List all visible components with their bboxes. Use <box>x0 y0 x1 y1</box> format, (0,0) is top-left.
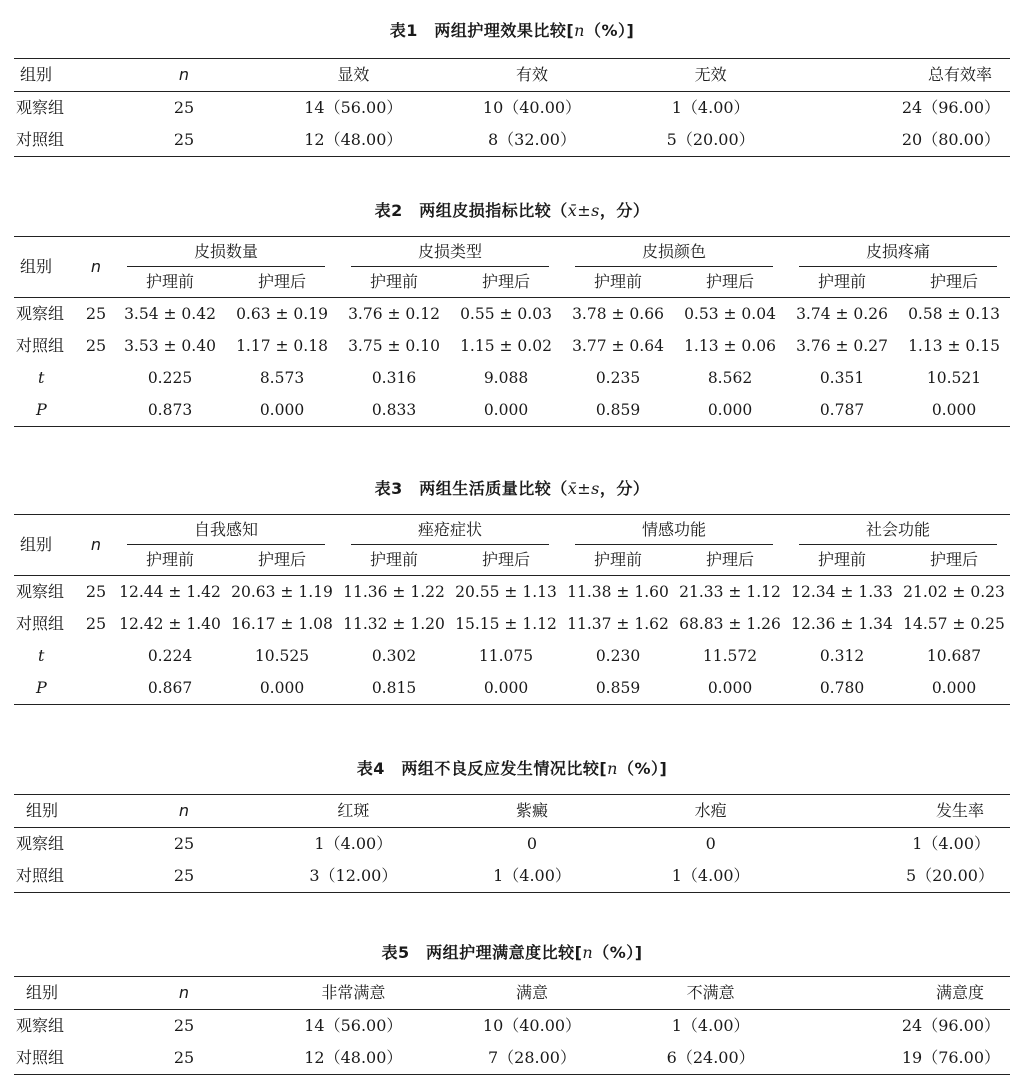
cell: 6（24.00） <box>666 1048 755 1067</box>
cell: 对照组 <box>16 336 65 355</box>
sub-header: 护理前 <box>562 545 674 576</box>
table-row <box>14 860 1010 893</box>
cell: 15.15 ± 1.12 <box>455 615 557 633</box>
header-group: 组别 <box>14 515 78 576</box>
cell: 14.57 ± 0.25 <box>903 615 1005 633</box>
sub-header: 护理前 <box>338 545 450 576</box>
cell: 0.867 <box>147 679 193 697</box>
sub-header: 护理前 <box>338 267 450 298</box>
cell: 8.573 <box>259 369 305 387</box>
cell: 25 <box>173 866 195 885</box>
cell: t <box>38 646 45 665</box>
cell: 3.74 ± 0.26 <box>796 305 888 323</box>
table-5-block <box>14 940 1010 1075</box>
header-n: n <box>104 795 264 828</box>
cell: 14（56.00） <box>304 98 403 117</box>
header-col: 显效 <box>264 59 443 92</box>
table-row <box>14 576 1010 609</box>
cell: 0.000 <box>259 401 305 419</box>
table-5 <box>14 976 1010 1075</box>
table-sub-header-row <box>14 545 1010 576</box>
table-super-header-row <box>14 237 1010 268</box>
cell: 对照组 <box>16 866 65 885</box>
caption-text: 表2 两组皮损指标比较（ <box>374 201 568 220</box>
header-group: 组别 <box>14 237 78 298</box>
caption-text: 表1 两组护理效果比较[ <box>389 21 575 40</box>
sub-header: 护理后 <box>450 267 562 298</box>
cell: 对照组 <box>16 614 65 633</box>
sub-header: 护理后 <box>450 545 562 576</box>
super-header-label: 皮损类型 <box>351 238 548 267</box>
cell: 1.13 ± 0.06 <box>684 337 776 355</box>
cell: 3.75 ± 0.10 <box>348 337 440 355</box>
header-n: n <box>78 515 114 576</box>
cell: 25 <box>85 336 107 355</box>
cell: 11.075 <box>478 647 534 665</box>
table-row <box>14 124 1010 157</box>
cell: 11.37 ± 1.62 <box>567 615 669 633</box>
cell: 0.000 <box>931 401 977 419</box>
cell: 1（4.00） <box>493 866 571 885</box>
table-row-t <box>14 362 1010 394</box>
cell: 20（80.00） <box>901 130 1000 149</box>
caption-suffix: ，分） <box>599 201 650 220</box>
cell: 3.78 ± 0.66 <box>572 305 664 323</box>
cell: 0.58 ± 0.13 <box>908 305 1000 323</box>
cell: 0.815 <box>371 679 417 697</box>
cell: 0.225 <box>147 369 193 387</box>
cell: 25 <box>173 98 195 117</box>
cell: t <box>38 368 45 387</box>
super-header-skin-count <box>114 237 338 268</box>
cell: 12（48.00） <box>304 1048 403 1067</box>
cell: 10（40.00） <box>482 1016 582 1035</box>
table-row <box>14 298 1010 331</box>
super-header-emotional-function <box>562 515 786 546</box>
sub-header: 护理前 <box>786 545 898 576</box>
cell: 1.17 ± 0.18 <box>236 337 328 355</box>
cell: 12.44 ± 1.42 <box>119 583 221 601</box>
cell: 观察组 <box>16 582 65 601</box>
cell: P <box>36 400 47 419</box>
super-header-label: 皮损数量 <box>127 238 324 267</box>
header-col: 不满意 <box>621 977 800 1010</box>
cell: 1（4.00） <box>314 834 393 853</box>
sub-header: 护理后 <box>674 267 786 298</box>
cell: 0 <box>526 834 538 853</box>
sub-header: 护理前 <box>562 267 674 298</box>
cell: 5（20.00） <box>906 866 994 885</box>
cell: 25 <box>173 1016 195 1035</box>
cell: 25 <box>173 1048 195 1067</box>
table-3 <box>14 514 1010 705</box>
cell: 12.34 ± 1.33 <box>791 583 893 601</box>
caption-suffix: （%）] <box>593 943 643 962</box>
super-header-skin-color <box>562 237 786 268</box>
table-sub-header-row <box>14 267 1010 298</box>
cell: 8.562 <box>707 369 753 387</box>
cell: 12（48.00） <box>304 130 403 149</box>
cell: 21.02 ± 0.23 <box>903 583 1005 601</box>
cell: 20.63 ± 1.19 <box>231 583 333 601</box>
cell: 3（12.00） <box>309 866 398 885</box>
table-row-p <box>14 394 1010 427</box>
table-row-t <box>14 640 1010 672</box>
cell: 0.859 <box>595 401 641 419</box>
header-col: 红斑 <box>264 795 443 828</box>
caption-text: 表5 两组护理满意度比较[ <box>381 943 583 962</box>
cell: 0 <box>705 834 716 853</box>
super-header-label: 自我感知 <box>127 516 324 545</box>
cell: 10.521 <box>926 369 982 387</box>
cell: 10（40.00） <box>482 98 582 117</box>
cell: 0.63 ± 0.19 <box>236 305 328 323</box>
caption-suffix: （%）] <box>584 21 635 40</box>
header-group: 组别 <box>14 977 104 1010</box>
cell <box>78 394 114 427</box>
table-4-caption <box>14 756 1010 782</box>
cell: 3.76 ± 0.12 <box>348 305 440 323</box>
cell: 25 <box>173 834 195 853</box>
header-col: 满意度 <box>800 977 1010 1010</box>
sub-header: 护理前 <box>786 267 898 298</box>
cell: 0.787 <box>819 401 865 419</box>
cell: 8（32.00） <box>487 130 576 149</box>
cell <box>78 672 114 705</box>
caption-text: 表4 两组不良反应发生情况比较[ <box>356 759 608 778</box>
cell: 11.36 ± 1.22 <box>343 583 445 601</box>
table-1-block <box>14 18 1010 157</box>
cell: 0.859 <box>595 679 641 697</box>
table-2-caption <box>14 198 1010 224</box>
cell: 3.77 ± 0.64 <box>572 337 664 355</box>
cell: 0.000 <box>483 401 529 419</box>
cell: 0.000 <box>707 679 753 697</box>
cell: 1（4.00） <box>671 866 750 885</box>
header-col: 无效 <box>621 59 800 92</box>
cell: 0.000 <box>483 679 529 697</box>
header-n: n <box>104 977 264 1010</box>
cell: 11.38 ± 1.60 <box>567 583 669 601</box>
cell: 0.873 <box>147 401 193 419</box>
cell: 12.36 ± 1.34 <box>791 615 893 633</box>
sub-header: 护理后 <box>674 545 786 576</box>
header-n: n <box>104 59 264 92</box>
super-header-label: 皮损颜色 <box>575 238 772 267</box>
super-header-self-perception <box>114 515 338 546</box>
sub-header: 护理前 <box>114 267 226 298</box>
cell: 1（4.00） <box>671 1016 750 1035</box>
cell: 25 <box>85 582 107 601</box>
cell: 3.76 ± 0.27 <box>796 337 888 355</box>
cell: 观察组 <box>16 834 65 853</box>
table-header-row <box>14 795 1010 828</box>
header-col: 发生率 <box>800 795 1010 828</box>
cell: 3.53 ± 0.40 <box>124 337 216 355</box>
table-1-caption <box>14 18 1010 44</box>
cell: 0.302 <box>371 647 417 665</box>
super-header-skin-type <box>338 237 562 268</box>
cell: 对照组 <box>16 130 65 149</box>
cell: 1.13 ± 0.15 <box>908 337 1000 355</box>
cell: 14（56.00） <box>304 1016 403 1035</box>
cell: 0.780 <box>819 679 865 697</box>
cell: 0.224 <box>147 647 193 665</box>
header-col: 非常满意 <box>264 977 443 1010</box>
sub-header: 护理前 <box>114 545 226 576</box>
cell <box>78 640 114 672</box>
caption-stat: x̄±s <box>567 479 600 498</box>
table-row <box>14 330 1010 362</box>
caption-stat: x̄±s <box>567 201 600 220</box>
cell: 观察组 <box>16 1016 65 1035</box>
cell <box>78 362 114 394</box>
table-3-caption <box>14 476 1010 502</box>
caption-n: n <box>607 759 618 778</box>
sub-header: 护理后 <box>898 267 1010 298</box>
sub-header: 护理后 <box>226 267 338 298</box>
cell: 16.17 ± 1.08 <box>231 615 333 633</box>
cell: P <box>36 678 47 697</box>
cell: 0.833 <box>371 401 417 419</box>
cell: 0.312 <box>819 647 865 665</box>
caption-suffix: （%）] <box>617 759 668 778</box>
cell: 7（28.00） <box>487 1048 576 1067</box>
table-header-row <box>14 977 1010 1010</box>
cell: 10.687 <box>926 647 982 665</box>
header-col: 有效 <box>443 59 622 92</box>
cell: 10.525 <box>254 647 310 665</box>
cell: 24（96.00） <box>901 1016 1000 1035</box>
cell: 19（76.00） <box>901 1048 1000 1067</box>
table-1 <box>14 58 1010 157</box>
cell: 68.83 ± 1.26 <box>679 615 781 633</box>
cell: 25 <box>85 304 107 323</box>
cell: 1（4.00） <box>912 834 990 853</box>
cell: 11.32 ± 1.20 <box>343 615 445 633</box>
cell: 对照组 <box>16 1048 65 1067</box>
header-group: 组别 <box>14 795 104 828</box>
table-2-block <box>14 198 1010 427</box>
sub-header: 护理后 <box>898 545 1010 576</box>
cell: 0.351 <box>819 369 865 387</box>
table-4 <box>14 794 1010 893</box>
cell: 21.33 ± 1.12 <box>679 583 781 601</box>
table-3-block <box>14 476 1010 705</box>
caption-suffix: ，分） <box>599 479 650 498</box>
header-col: 紫癜 <box>443 795 622 828</box>
caption-n: n <box>574 21 585 40</box>
caption-text: 表3 两组生活质量比较（ <box>374 479 568 498</box>
table-row <box>14 1010 1010 1043</box>
cell: 观察组 <box>16 304 65 323</box>
cell: 24（96.00） <box>901 98 1000 117</box>
cell: 0.55 ± 0.03 <box>460 305 552 323</box>
super-header-acne-symptoms <box>338 515 562 546</box>
cell: 1.15 ± 0.02 <box>460 337 552 355</box>
super-header-label: 情感功能 <box>575 516 772 545</box>
cell: 观察组 <box>16 98 65 117</box>
cell: 0.000 <box>707 401 753 419</box>
header-col: 满意 <box>443 977 622 1010</box>
super-header-social-function <box>786 515 1010 546</box>
cell: 25 <box>173 130 195 149</box>
cell: 0.000 <box>931 679 977 697</box>
cell: 0.235 <box>595 369 641 387</box>
header-n: n <box>78 237 114 298</box>
super-header-label: 社会功能 <box>799 516 996 545</box>
table-row <box>14 608 1010 640</box>
cell: 25 <box>85 614 107 633</box>
cell: 0.53 ± 0.04 <box>684 305 776 323</box>
table-row-p <box>14 672 1010 705</box>
header-col: 总有效率 <box>800 59 1010 92</box>
caption-n: n <box>582 943 594 962</box>
table-super-header-row <box>14 515 1010 546</box>
table-header-row <box>14 59 1010 92</box>
table-2 <box>14 236 1010 427</box>
cell: 3.54 ± 0.42 <box>124 305 216 323</box>
super-header-label: 皮损疼痛 <box>799 238 996 267</box>
cell: 0.230 <box>595 647 641 665</box>
cell: 1（4.00） <box>671 98 750 117</box>
cell: 9.088 <box>483 369 529 387</box>
cell: 12.42 ± 1.40 <box>119 615 221 633</box>
header-col: 水疱 <box>621 795 800 828</box>
cell: 20.55 ± 1.13 <box>455 583 557 601</box>
table-row <box>14 1042 1010 1075</box>
header-group: 组别 <box>14 59 104 92</box>
cell: 0.000 <box>259 679 305 697</box>
table-row <box>14 828 1010 861</box>
table-row <box>14 92 1010 125</box>
table-4-block <box>14 756 1010 893</box>
table-5-caption <box>14 940 1010 966</box>
cell: 5（20.00） <box>666 130 755 149</box>
super-header-label: 痤疮症状 <box>351 516 548 545</box>
cell: 0.316 <box>371 369 417 387</box>
super-header-skin-pain <box>786 237 1010 268</box>
sub-header: 护理后 <box>226 545 338 576</box>
cell: 11.572 <box>702 647 758 665</box>
